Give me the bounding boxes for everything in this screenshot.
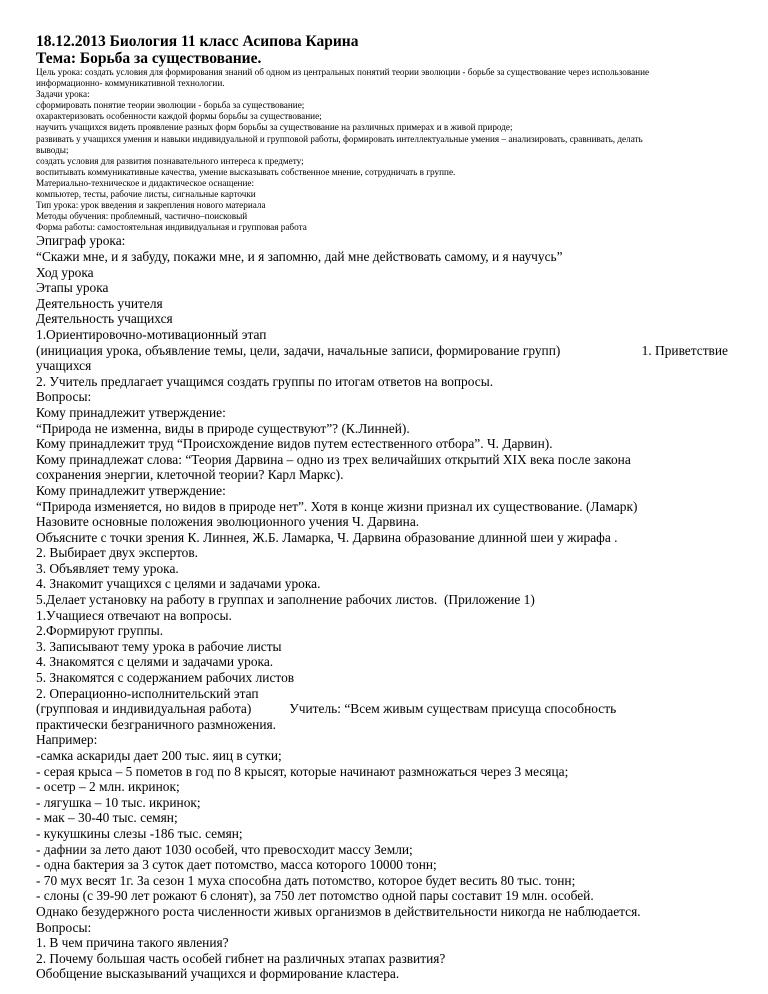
- body-line: 1.Ориентировочно-мотивационный этап: [36, 326, 267, 342]
- body-line: 5. Знакомятся с содержанием рабочих листов: [36, 670, 295, 686]
- lesson-body-a: [36, 233, 728, 342]
- stage1-row: [36, 343, 728, 359]
- body-line: - одна бактерия за 3 суток дает потомство, масса которого 10000 тонн;: [36, 857, 437, 873]
- body-line: 3. Объявляет тему урока.: [36, 560, 179, 576]
- body-line: 2. Выбирает двух экспертов.: [36, 545, 199, 561]
- body-line: - лягушка – 10 тыс. икринок;: [36, 794, 201, 810]
- body-line: 5.Делает установку на работу в группах и заполнение рабочих листов. (Приложение 1): [36, 592, 535, 608]
- body-line: 3. Записывают тему урока в рабочие листы: [36, 638, 282, 654]
- body-line: Ход урока: [36, 264, 94, 280]
- body-line: Кому принадлежат слова: “Теория Дарвина – одно из трех величайших открытий XIX века после закона: [36, 451, 631, 467]
- stage1-description: (инициация урока, объявление темы, цели, задачи, начальные записи, формирование групп): [36, 342, 561, 358]
- goals-line: Материально-техническое и дидактическое оснащение:: [36, 177, 255, 188]
- body-line: Кому принадлежит утверждение:: [36, 404, 226, 420]
- body-line: Объясните с точки зрения К. Линнея, Ж.Б. Ламарка, Ч. Дарвина образование длинной шеи у жирафа .: [36, 529, 618, 545]
- goals-line: Тип урока: урок введения и закрепления нового материала: [36, 200, 266, 211]
- body-line: -самка аскариды дает 200 тыс. яиц в сутки;: [36, 748, 282, 763]
- body-line: сохранения энергии, клеточной теории? Карл Маркс).: [36, 467, 344, 483]
- goals-line: Методы обучения: проблемный, частично–поисковый: [36, 211, 248, 222]
- body-line: “Природа изменяется, но видов в природе нет”. Хотя в конце жизни признал их существование. (Ламарк): [36, 498, 638, 514]
- lesson-topic: Тема: Борьба за существование.: [36, 50, 262, 67]
- goals-line: охарактеризовать особенности каждой формы борьбы за существование;: [36, 111, 322, 122]
- document-title: 18.12.2013 Биология 11 класс Асипова Карина: [36, 33, 359, 50]
- body-line: Обобщение высказываний учащихся и формирование кластера.: [36, 966, 400, 982]
- goals-line: воспитывать коммуникативные качества, умение высказывать собственное мнение, сотрудничать в группе.: [36, 166, 456, 177]
- body-line: Кому принадлежит утверждение:: [36, 482, 226, 498]
- lesson-body-b: [36, 358, 728, 701]
- body-line: 1. В чем причина такого явления?: [36, 935, 229, 951]
- body-line: Вопросы:: [36, 389, 92, 405]
- body-line: - слоны (с 39-90 лет рожают 6 слонят), за 750 лет потомство одной пары составит 19 млн. особей.: [36, 888, 594, 904]
- body-line: Деятельность учителя: [36, 295, 163, 311]
- body-line: практически безграничного размножения.: [36, 716, 277, 732]
- body-line: 2.Формируют группы.: [36, 623, 164, 639]
- lesson-body-c: [36, 717, 728, 982]
- teacher-quote-start: Учитель: “Всем живым существам присуща способность: [289, 701, 617, 717]
- body-line: учащихся: [36, 358, 92, 374]
- goals-line: выводы;: [36, 144, 69, 155]
- greeting-label: 1. Приветствие: [641, 342, 728, 358]
- goals-line: Задачи урока:: [36, 89, 90, 100]
- body-line: Деятельность учащихся: [36, 311, 173, 327]
- goals-line: информационно- коммуникативной технологии.: [36, 78, 225, 89]
- stage2-description: (групповая и индивидуальная работа): [36, 701, 252, 717]
- body-line: 4. Знакомятся с целями и задачами урока.: [36, 654, 274, 670]
- body-line: 2. Почему большая часть особей гибнет на различных этапах развития?: [36, 950, 446, 966]
- goals-line: научить учащихся видеть проявление разных форм борьбы за существование на различных примерах и в живой природе;: [36, 122, 513, 133]
- body-line: “Скажи мне, и я забуду, покажи мне, и я запомню, дай мне действовать самому, и я научусь”: [36, 249, 563, 264]
- lesson-goals-block: [36, 67, 728, 233]
- goals-line: компьютер, тесты, рабочие листы, сигнальные карточки: [36, 189, 256, 200]
- body-line: 1.Учащиеся отвечают на вопросы.: [36, 607, 232, 623]
- body-line: Кому принадлежит труд “Происхождение видов путем естественного отбора”. Ч. Дарвин).: [36, 436, 553, 452]
- body-line: - кукушкины слезы -186 тыс. семян;: [36, 825, 243, 841]
- goals-line: развивать у учащихся умения и навыки индивидуальной и групповой работы, формировать интеллектуальные умения – анализировать, сравнивать, делать: [36, 133, 643, 144]
- body-line: - мак – 30-40 тыс. семян;: [36, 810, 178, 826]
- stage2-row: [36, 701, 728, 717]
- goals-line: сформировать понятие теории эволюции - борьба за существование;: [36, 100, 305, 111]
- body-line: Однако безудержного роста численности живых организмов в действительности никогда не наблюдается.: [36, 903, 641, 919]
- body-line: - 70 мух весят 1г. За сезон 1 муха способна дать потомство, которое будет весить 80 тыс. тонн;: [36, 872, 576, 888]
- body-line: 2. Операционно-исполнительский этап: [36, 685, 259, 701]
- body-line: “Природа не изменна, виды в природе существуют”? (К.Линней).: [36, 420, 410, 436]
- body-line: Назовите основные положения эволюционного учения Ч. Дарвина.: [36, 514, 420, 530]
- body-line: Вопросы:: [36, 919, 92, 935]
- body-line: 2. Учитель предлагает учащимся создать группы по итогам ответов на вопросы.: [36, 373, 494, 389]
- body-line: - осетр – 2 млн. икринок;: [36, 779, 180, 795]
- body-line: Например:: [36, 732, 98, 748]
- body-line: - дафнии за лето дают 1030 особей, что превосходит массу Земли;: [36, 841, 413, 857]
- goals-line: Цель урока: создать условия для формирования знаний об одном из центральных понятий теории эволюции - борьбе за существование через использование: [36, 67, 650, 77]
- body-line: - серая крыса – 5 пометов в год по 8 крысят, которые начинают размножаться через 3 месяца;: [36, 763, 569, 779]
- body-line: 4. Знакомит учащихся с целями и задачами урока.: [36, 576, 321, 592]
- body-line: Эпиграф урока:: [36, 233, 126, 249]
- goals-line: создать условия для развития познавательного интереса к предмету;: [36, 155, 304, 166]
- body-line: Этапы урока: [36, 280, 109, 296]
- goals-line: Форма работы: самостоятельная индивидуальная и групповая работа: [36, 222, 307, 233]
